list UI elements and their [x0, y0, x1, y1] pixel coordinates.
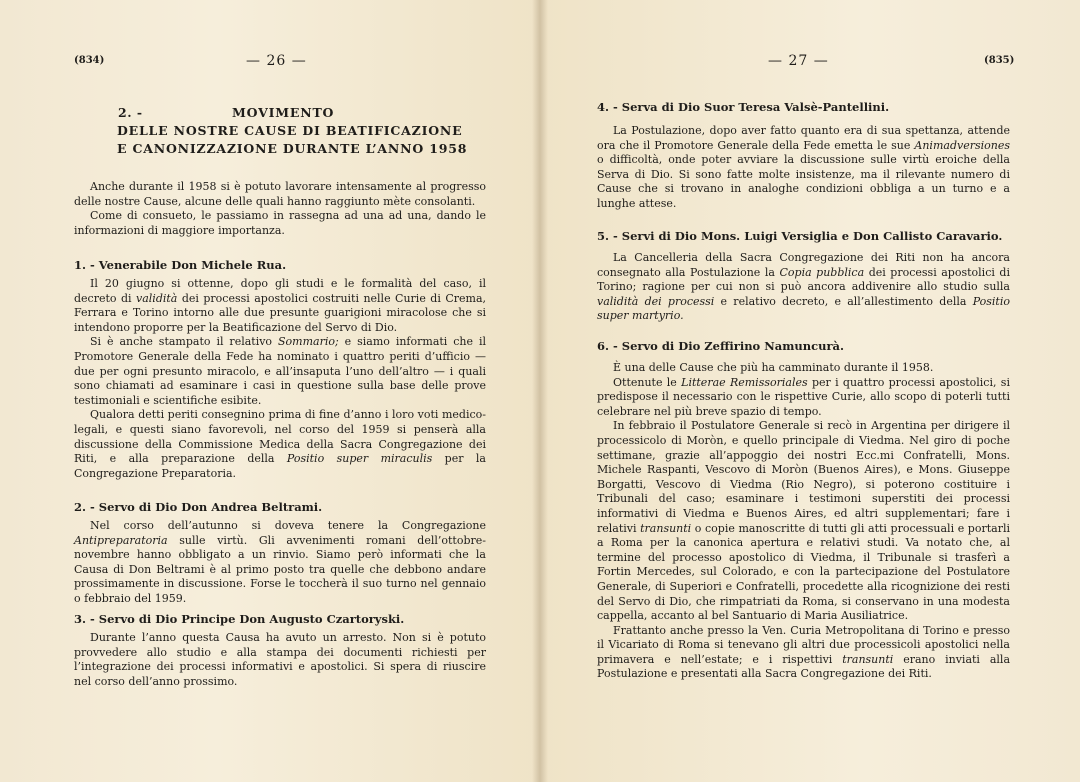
section-3-body — [74, 631, 486, 689]
intro-paragraph-2: Come di consueto, le passiamo in rassegna ad una ad una, dando le informazioni di maggiore importanza. — [74, 209, 486, 237]
chapter-number: 2. - — [118, 105, 143, 120]
right-folio: (835) — [984, 55, 1015, 66]
section-5-heading: 5. - Servi di Dio Mons. Luigi Versiglia e Don Callisto Caravario. — [597, 229, 1003, 243]
section-1-heading: 1. - Venerabile Don Michele Rua. — [74, 258, 287, 272]
section-1-paragraph-2: Si è anche stampato il relativo Sommario; e siamo informati che il Promotore Generale della Fede ha nominato i quattro periti d’ufficio — due per ogni presunto miracolo, e all’insaputa l’uno dell’altro — i quali sono chiamati ad esaminare i casi in questione sulla base delle prove testimoniali e scientifiche esibite. — [74, 335, 487, 407]
book-gutter — [532, 0, 548, 782]
section-6-paragraph-3: In febbraio il Postulatore Generale si recò in Argentina per dirigere il processicolo di Moròn, e quello principale di Viedma. Nel giro di poche settimane, grazie all’appoggio dei nostri Ecc.mi Confratelli, Mons. Michele Raspanti, Vescovo di Moròn (Buenos Aires), e Mons. Giuseppe Borgatti, Vescovo di Viedma (Rio Negro), si poterono costituire i Tribunali del caso; esaminare i testimoni superstiti dei processi informativi di Viedma e Buenos Aires, ed altri supplementari; fare i relativi transunti o copie manoscritte di tutti gli atti processuali e portarli a Roma per la canonica apertura e relativi studi. Va notato che, al termine del processo apostolico di Viedma, il Tribunale si trasferì a Fortin Mercedes, sul Colorado, e con la partecipazione del Postulatore Generale, di Superiori e Confratelli, procedette alla ricognizione dei resti del Servo di Dio, che rimpatriati da Roma, si conservano in una modesta cappella, accanto al bel Santuario di Maria Ausiliatrice. — [597, 419, 1010, 623]
intro-text — [74, 180, 486, 238]
chapter-title-line-3: E CANONIZZAZIONE DURANTE L’ANNO 1958 — [117, 141, 468, 156]
section-1-paragraph-1: Il 20 giugno si ottenne, dopo gli studi e le formalità del caso, il decreto di validità dei processi apostolici costruiti nelle Curie di Crema, Ferrara e Torino intorno alle due presunte guarigioni miracolose che si intendono proporre per la Beatificazione del Servo di Dio. — [74, 277, 486, 334]
right-page-number: — 27 — — [768, 53, 829, 69]
right-page — [540, 0, 1080, 782]
section-4-body — [597, 124, 1010, 212]
section-3-paragraph-1: Durante l’anno questa Causa ha avuto un arresto. Non si è potuto provvedere allo studio e alla stampa dei documenti richiesti per l’integrazione dei processi informativi e apostolici. Si spera di riuscire nel corso dell’anno prossimo. — [74, 631, 486, 688]
section-1-body — [74, 277, 486, 481]
left-page-number: — 26 — — [246, 53, 307, 69]
section-6-body — [597, 361, 1010, 682]
left-folio: (834) — [74, 55, 105, 66]
section-5-paragraph-1: La Cancelleria della Sacra Congregazione dei Riti non ha ancora consegnato alla Postulazione la Copia pubblica dei processi apostolici di Torino; ragione per cui non si può ancora addivenire allo studio sulla validità dei processi e relativo decreto, e all’allestimento della Positio super martyrio. — [597, 251, 1010, 323]
section-4-paragraph-1: La Postulazione, dopo aver fatto quanto era di sua spettanza, attende ora che il Promotore Generale della Fede emetta le sue Animadversiones o difficoltà, onde poter avviare la discussione sulle virtù eroiche della Serva di Dio. Si sono fatte molte insistenze, ma il rilevante numero di Cause che si trovano in analoghe condizioni obbliga a un turno e a lunghe attese. — [597, 124, 1010, 210]
chapter-title-line-2: DELLE NOSTRE CAUSE DI BEATIFICAZIONE — [117, 123, 463, 138]
section-6-heading: 6. - Servo di Dio Zeffirino Namuncurà. — [597, 339, 844, 353]
section-4-heading: 4. - Serva di Dio Suor Teresa Valsè-Pantellini. — [597, 100, 890, 114]
section-6-paragraph-2: Ottenute le Litterae Remissoriales per i quattro processi apostolici, si predispose il necessario con le rispettive Curie, allo scopo di poterli tutti celebrare nel più breve spazio di tempo. — [597, 375, 1010, 418]
section-6-paragraph-4: Frattanto anche presso la Ven. Curia Metropolitana di Torino e presso il Vicariato di Roma si tenevano gli altri due processicoli apostolici nella primavera e nell’estate; e i rispettivi transunti erano inviati alla Postulazione e presentati alla Sacra Congregazione dei Riti. — [597, 623, 1010, 681]
section-2-heading: 2. - Servo di Dio Don Andrea Beltrami. — [74, 500, 323, 514]
intro-paragraph-1: Anche durante il 1958 si è potuto lavorare intensamente al progresso delle nostre Cause, alcune delle quali hanno raggiunto mète consolanti. — [74, 180, 486, 208]
section-2-paragraph-1: Nel corso dell’autunno si doveva tenere la Congregazione Antipreparatoria sulle virtù. Gli avvenimenti romani dell’ottobre-novembre hanno obbligato a un rinvio. Siamo però informati che la Causa di Don Beltrami è al primo posto tra quelle che debbono andare prossimamente in discussione. Forse le toccherà il suo turno nel gennaio o febbraio del 1959. — [74, 519, 486, 605]
chapter-title-line-1: MOVIMENTO — [232, 105, 335, 120]
section-5-body — [597, 251, 1010, 324]
section-2-body — [74, 519, 486, 607]
section-3-heading: 3. - Servo di Dio Principe Don Augusto Czartoryski. — [74, 612, 405, 626]
section-6-paragraph-1: È una delle Cause che più ha camminato durante il 1958. — [613, 361, 934, 374]
section-1-paragraph-3: Qualora detti periti consegnino prima di fine d’anno i loro voti medico-legali, e questi siano favorevoli, nel corso del 1959 si penserà alla discussione della Commissione Medica della Sacra Congregazione dei Riti, e alla preparazione della Positio super miraculis per la Congregazione Preparatoria. — [74, 408, 486, 480]
